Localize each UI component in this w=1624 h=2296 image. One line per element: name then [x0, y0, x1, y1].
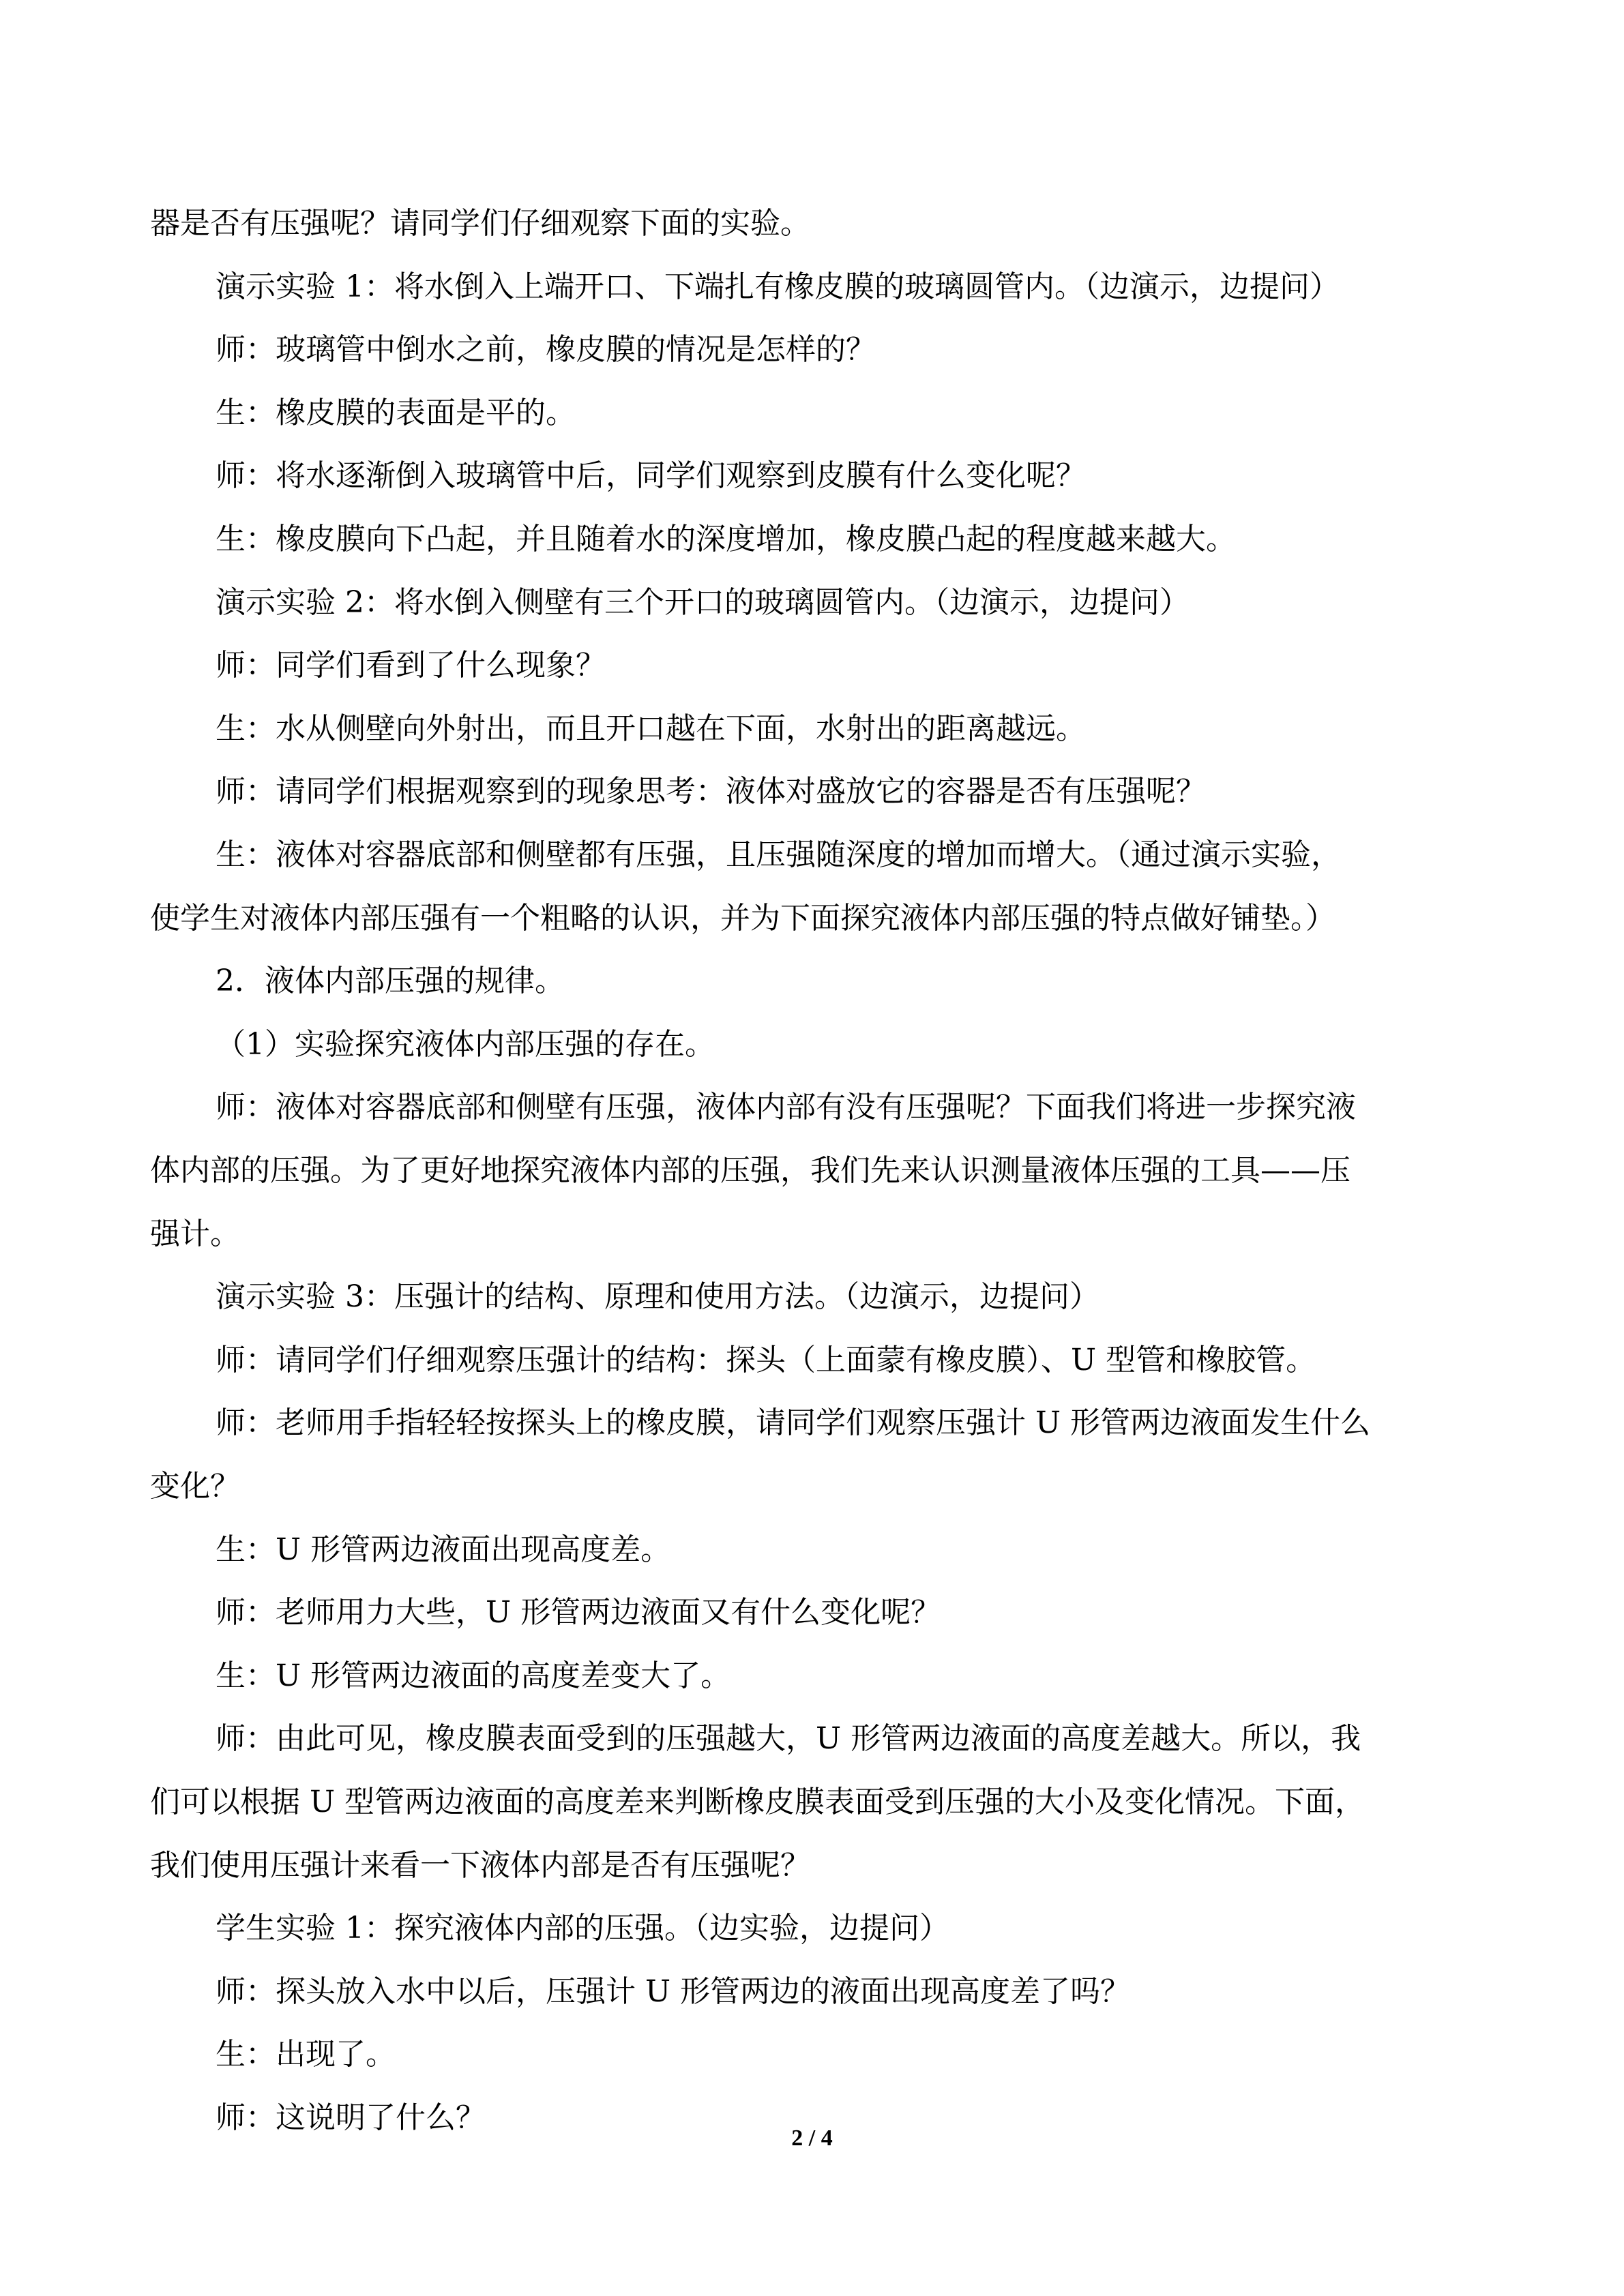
- text-line: 生：U 形管两边液面的高度差变大了。: [216, 1658, 731, 1693]
- text-line: 师：请同学们仔细观察压强计的结构：探头（上面蒙有橡皮膜）、U 型管和橡胶管。: [216, 1343, 1316, 1377]
- text-line: 师：老师用力大些，U 形管两边液面又有什么变化呢？: [216, 1595, 941, 1630]
- text-line: 演示实验 2：将水倒入侧壁有三个开口的玻璃圆管内。（边演示，边提问）: [216, 585, 1190, 620]
- text-line: 生：液体对容器底部和侧壁都有压强，且压强随深度的增加而增大。（通过演示实验，: [216, 837, 1341, 872]
- subsection-heading: （1）实验探究液体内部压强的存在。: [216, 1027, 715, 1062]
- text-line: 我们使用压强计来看一下液体内部是否有压强呢？: [150, 1848, 810, 1883]
- text-line: 演示实验 3：压强计的结构、原理和使用方法。（边演示，边提问）: [216, 1279, 1099, 1314]
- text-line: 师：同学们看到了什么现象？: [216, 648, 606, 683]
- page-number: 2 / 4: [791, 2126, 833, 2151]
- text-line: 变化？: [150, 1469, 240, 1504]
- text-line: 生：水从侧壁向外射出，而且开口越在下面，水射出的距离越远。: [216, 711, 1086, 746]
- text-line: 演示实验 1：将水倒入上端开口、下端扎有橡皮膜的玻璃圆管内。（边演示，边提问）: [216, 269, 1340, 304]
- text-line: 强计。: [150, 1217, 240, 1251]
- text-line: 师：将水逐渐倒入玻璃管中后，同学们观察到皮膜有什么变化呢？: [216, 458, 1086, 493]
- text-line: 师：液体对容器底部和侧壁有压强，液体内部有没有压强呢？下面我们将进一步探究液: [216, 1090, 1356, 1124]
- text-line: 学生实验 1：探究液体内部的压强。（边实验，边提问）: [216, 1911, 949, 1945]
- text-line: 生：橡皮膜向下凸起，并且随着水的深度增加，橡皮膜凸起的程度越来越大。: [216, 522, 1236, 556]
- text-line: 师：探头放入水中以后，压强计 U 形管两边的液面出现高度差了吗？: [216, 1974, 1131, 2009]
- text-line: 师：这说明了什么？: [216, 2100, 486, 2135]
- text-line: 生：橡皮膜的表面是平的。: [216, 396, 576, 430]
- text-line: 们可以根据 U 型管两边液面的高度差来判断橡皮膜表面受到压强的大小及变化情况。下面，: [150, 1785, 1365, 1819]
- text-line: 师：请同学们根据观察到的现象思考：液体对盛放它的容器是否有压强呢？: [216, 774, 1206, 809]
- text-line: 生：U 形管两边液面出现高度差。: [216, 1532, 671, 1567]
- text-line: 师：玻璃管中倒水之前，橡皮膜的情况是怎样的？: [216, 332, 876, 367]
- text-line: 师：老师用手指轻轻按探头上的橡皮膜，请同学们观察压强计 U 形管两边液面发生什么: [216, 1405, 1371, 1440]
- text-line: 师：由此可见，橡皮膜表面受到的压强越大，U 形管两边液面的高度差越大。所以，我: [216, 1721, 1361, 1756]
- text-line: 使学生对液体内部压强有一个粗略的认识，并为下面探究液体内部压强的特点做好铺垫。）: [150, 901, 1335, 936]
- text-line: 体内部的压强。为了更好地探究液体内部的压强，我们先来认识测量液体压强的工具——压: [150, 1153, 1350, 1188]
- text-line: 生：出现了。: [216, 2037, 396, 2072]
- text-line: 器是否有压强呢？请同学们仔细观察下面的实验。: [150, 206, 810, 241]
- section-heading: 2．液体内部压强的规律。: [216, 964, 565, 998]
